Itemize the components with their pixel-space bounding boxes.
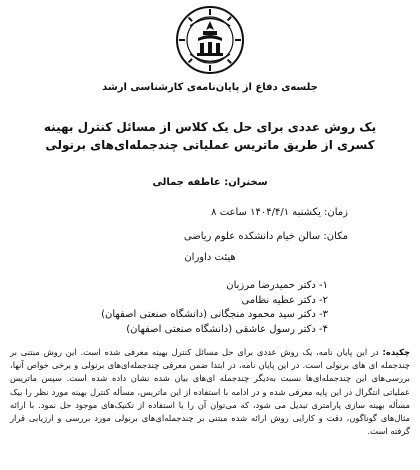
session-time: زمان: یکشنبه ۱۴۰۴/۴/۱ ساعت ۸: [211, 207, 348, 218]
university-seal-icon: [176, 6, 244, 74]
committee-member: ۲- دکتر عطیه نظامی: [241, 294, 328, 306]
abstract-text: در این پایان نامه، یک روش عددی برای حل مسائل کنترل بهینه معرفی شده است. این روش مبتنی بر چندجمله ای های برنولی است. در این پایان نامه، در ابتدا ضمن معرفی چندجمله‌ای‌های برنولی و برخی خواص آنها، بررسی‌های این چندجمله‌ای‌ها نسبت به‌دیگر چندجمله ای‌های بیان شده نشان داده شده است. سپس ماتریس عملیاتی انتگرال در این پایه معرفی شده و در ادامه با استفاده از این ماتریس، مسأله کنترل بهینه مورد نظر را بیک مسأله بهینه سازی پارامتری تبدیل می شود، که می‌توان آن را با استفاده از تکنیک‌های موجود حل نمود. با ارائه مثال‌های گوناگون، دقت و کارایی روش ارائه شده مبتنی بر چندجمله‌ای‌های برنولی مورد بررسی و ارزیابی قرار گرفته است.: [10, 347, 410, 437]
committee-list: [78, 279, 328, 337]
defense-subtitle: جلسه‌ی دفاع از پایان‌نامه‌ی کارشناسی ارشد: [102, 82, 318, 93]
session-place: مکان: سالن خیام دانشکده علوم ریاضی: [183, 231, 348, 242]
committee-member: ۱- دکتر حمیدرضا مرزبان: [226, 280, 328, 291]
committee-heading: هیئت داوران: [184, 252, 236, 263]
abstract-label: چکیده:: [382, 347, 410, 357]
speaker-line: سخنران: عاطفه جمالی: [152, 177, 268, 188]
committee-member: ۳- دکتر سید محمود منجگانی (دانشگاه صنعتی اصفهان): [101, 309, 328, 320]
thesis-title: یک روش عددی برای حل یک کلاس از مسائل کنترل بهینه کسری از طریق ماتریس عملیاتی چندجمله‌ای‌های برنولی: [43, 120, 377, 152]
abstract-paragraph: [10, 346, 410, 438]
committee-member: ۴- دکتر رسول عاشقی (دانشگاه صنعتی اصفهان): [126, 323, 328, 335]
